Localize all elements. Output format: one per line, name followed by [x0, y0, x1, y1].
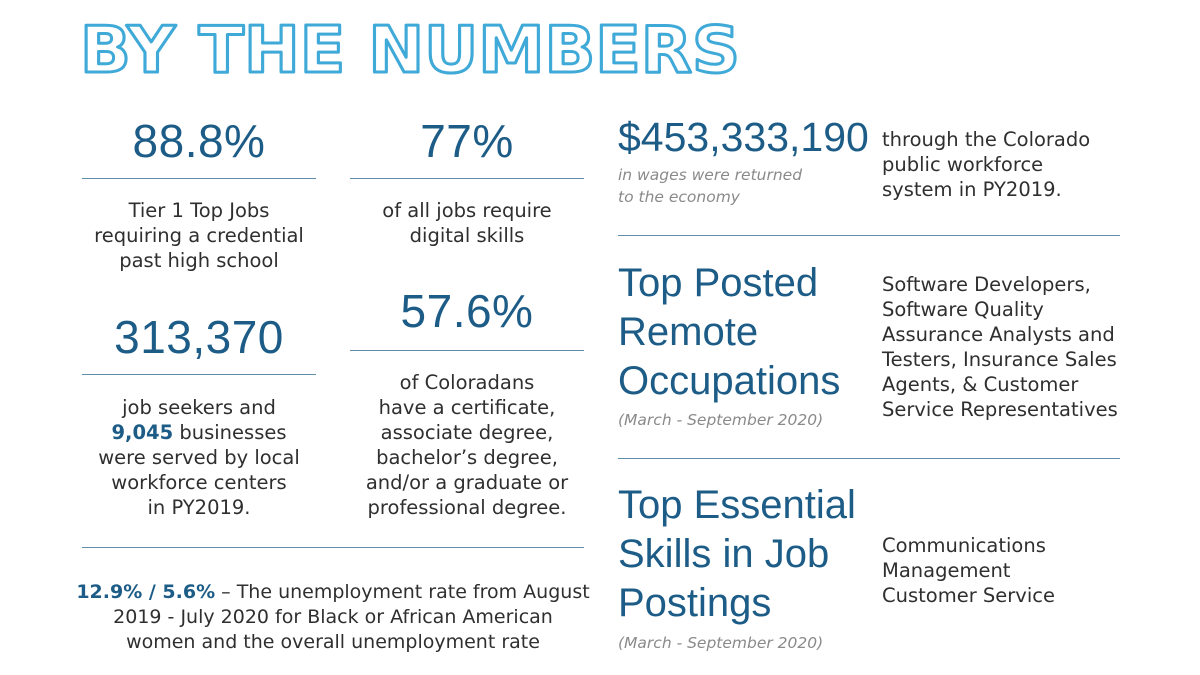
remote-occupations-list — [882, 272, 1118, 422]
list-item: Assurance Analysts and — [882, 323, 1115, 346]
heading-line: Top Posted — [618, 261, 819, 305]
page-title-text: BY THE NUMBERS — [80, 18, 740, 82]
divider — [82, 178, 316, 179]
stat-description-job-seekers — [72, 395, 326, 520]
desc-line: have a certificate, — [378, 396, 556, 419]
stat-description-digital-skills — [340, 198, 594, 248]
desc-line: system in PY2019. — [882, 178, 1062, 201]
divider — [82, 547, 584, 548]
list-item: Service Representatives — [882, 398, 1118, 421]
desc-line: of Coloradans — [399, 371, 535, 394]
wages-subtitle — [618, 164, 802, 208]
essential-skills-period: (March - September 2020) — [618, 634, 824, 652]
stat-value-coloradans: 57.6% — [400, 285, 534, 337]
divider — [82, 374, 316, 375]
desc-line: requiring a credential — [94, 224, 304, 247]
list-item: Agents, & Customer — [882, 373, 1079, 396]
remote-occupations-period: (March - September 2020) — [618, 411, 824, 429]
unemployment-note — [66, 580, 600, 655]
wages-description — [882, 127, 1090, 202]
desc-line: job seekers and — [122, 396, 276, 419]
desc-line: professional degree. — [367, 496, 567, 519]
stat-description-coloradans — [340, 370, 594, 520]
desc-fragment: businesses — [173, 421, 287, 444]
divider — [350, 178, 584, 179]
divider — [618, 235, 1120, 236]
divider — [350, 350, 584, 351]
list-item: Management — [882, 559, 1011, 582]
wages-value: $453,333,190 — [618, 114, 869, 160]
list-item: Software Quality — [882, 298, 1044, 321]
desc-line: were served by local — [98, 446, 300, 469]
desc-line: digital skills — [409, 224, 525, 247]
unemployment-rate-highlight: 12.9% / 5.6% — [76, 581, 216, 603]
stat-value-credential: 88.8% — [132, 115, 266, 167]
desc-line — [72, 420, 326, 445]
desc-line: associate degree, — [380, 421, 554, 444]
stat-description-credential — [72, 198, 326, 273]
desc-line — [66, 580, 600, 605]
sub-line: to the economy — [618, 188, 740, 206]
desc-line: workforce centers — [111, 471, 287, 494]
desc-line: past high school — [119, 249, 279, 272]
desc-line: 2019 - July 2020 for Black or African American — [113, 606, 553, 628]
divider — [618, 458, 1120, 459]
desc-line: public workforce — [882, 153, 1044, 176]
heading-line: Top Essential — [618, 483, 856, 527]
desc-line: Tier 1 Top Jobs — [128, 199, 270, 222]
list-item: Customer Service — [882, 584, 1055, 607]
list-item: Communications — [882, 534, 1046, 557]
list-item: Software Developers, — [882, 273, 1091, 296]
desc-line: of all jobs require — [382, 199, 552, 222]
page-title — [78, 18, 758, 82]
heading-line: Remote — [618, 310, 759, 354]
desc-line: through the Colorado — [882, 128, 1091, 151]
essential-skills-heading — [618, 481, 856, 628]
heading-line: Skills in Job — [618, 532, 830, 576]
stat-value-digital-skills: 77% — [420, 115, 514, 167]
list-item: Testers, Insurance Sales — [882, 348, 1117, 371]
desc-line: and/or a graduate or — [365, 471, 569, 494]
highlight-number: 9,045 — [111, 421, 174, 444]
stat-value-job-seekers: 313,370 — [114, 311, 284, 363]
remote-occupations-heading — [618, 259, 840, 406]
heading-line: Postings — [618, 581, 772, 625]
desc-line: in PY2019. — [147, 496, 251, 519]
essential-skills-list — [882, 533, 1055, 608]
desc-fragment: – The unemployment rate from August — [215, 581, 590, 603]
desc-line: bachelor’s degree, — [376, 446, 558, 469]
desc-line: women and the overall unemployment rate — [126, 631, 540, 653]
sub-line: in wages were returned — [618, 166, 803, 184]
heading-line: Occupations — [618, 359, 841, 403]
